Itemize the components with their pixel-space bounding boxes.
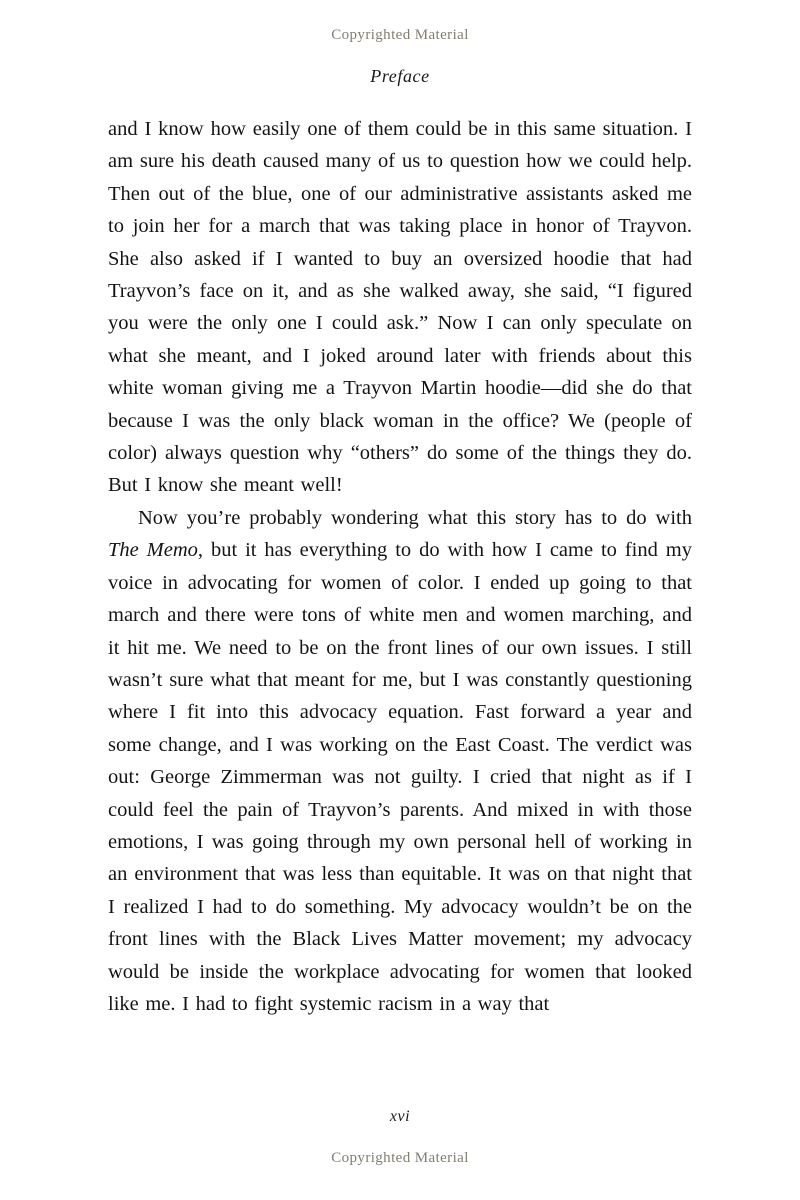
body-paragraph-1 [108, 113, 692, 502]
body-text [108, 113, 692, 1020]
paragraph-2-text-after: , but it has everything to do with how I came to find my voice in advocating for women of color. I ended up going to that march and there were tons of white men and women marching, and it hit me. We need to be on the front lines of our own issues. I still wasn’t sure what that meant for me, but I was constantly questioning where I fit into this advocacy equation. Fast forward a year and some change, and I was working on the East Coast. The verdict was out: George Zimmerman was not guilty. I cried that night as if I could feel the pain of Trayvon’s parents. And mixed in with those emotions, I was going through my own personal hell of working in an environment that was less than equitable. It was on that night that I realized I had to do something. My advocacy wouldn’t be on the front lines with the Black Lives Matter movement; my advocacy would be inside the workplace advocating for women that looked like me. I had to fight systemic racism in a way that [108, 539, 692, 1015]
book-title-italic: The Memo [108, 539, 198, 562]
paragraph-2-text-before: Now you’re probably wondering what this story has to do with [138, 506, 692, 529]
page-number: xvi [389, 1108, 411, 1125]
body-paragraph-2 [108, 502, 692, 1021]
copyright-notice-top: Copyrighted Material [331, 27, 469, 43]
paragraph-1-text: and I know how easily one of them could be in this same situation. I am sure his death caused many of us to question how we could help. Then out of the blue, one of our administrative assistants asked me to join her for a march that was taking place in honor of Trayvon. She also asked if I wanted to buy an oversized hoodie that had Trayvon’s face on it, and as she walked away, she said, “I figured you were the only one I could ask.” Now I can only speculate on what she meant, and I joked around later with friends about this white woman giving me a Trayvon Martin hoodie—did she do that because I was the only black woman in the office? We (people of color) always question why “others” do some of the things they do. But I know she meant well! [108, 118, 692, 497]
copyright-notice-bottom: Copyrighted Material [331, 1150, 469, 1166]
section-heading: Preface [370, 66, 430, 86]
